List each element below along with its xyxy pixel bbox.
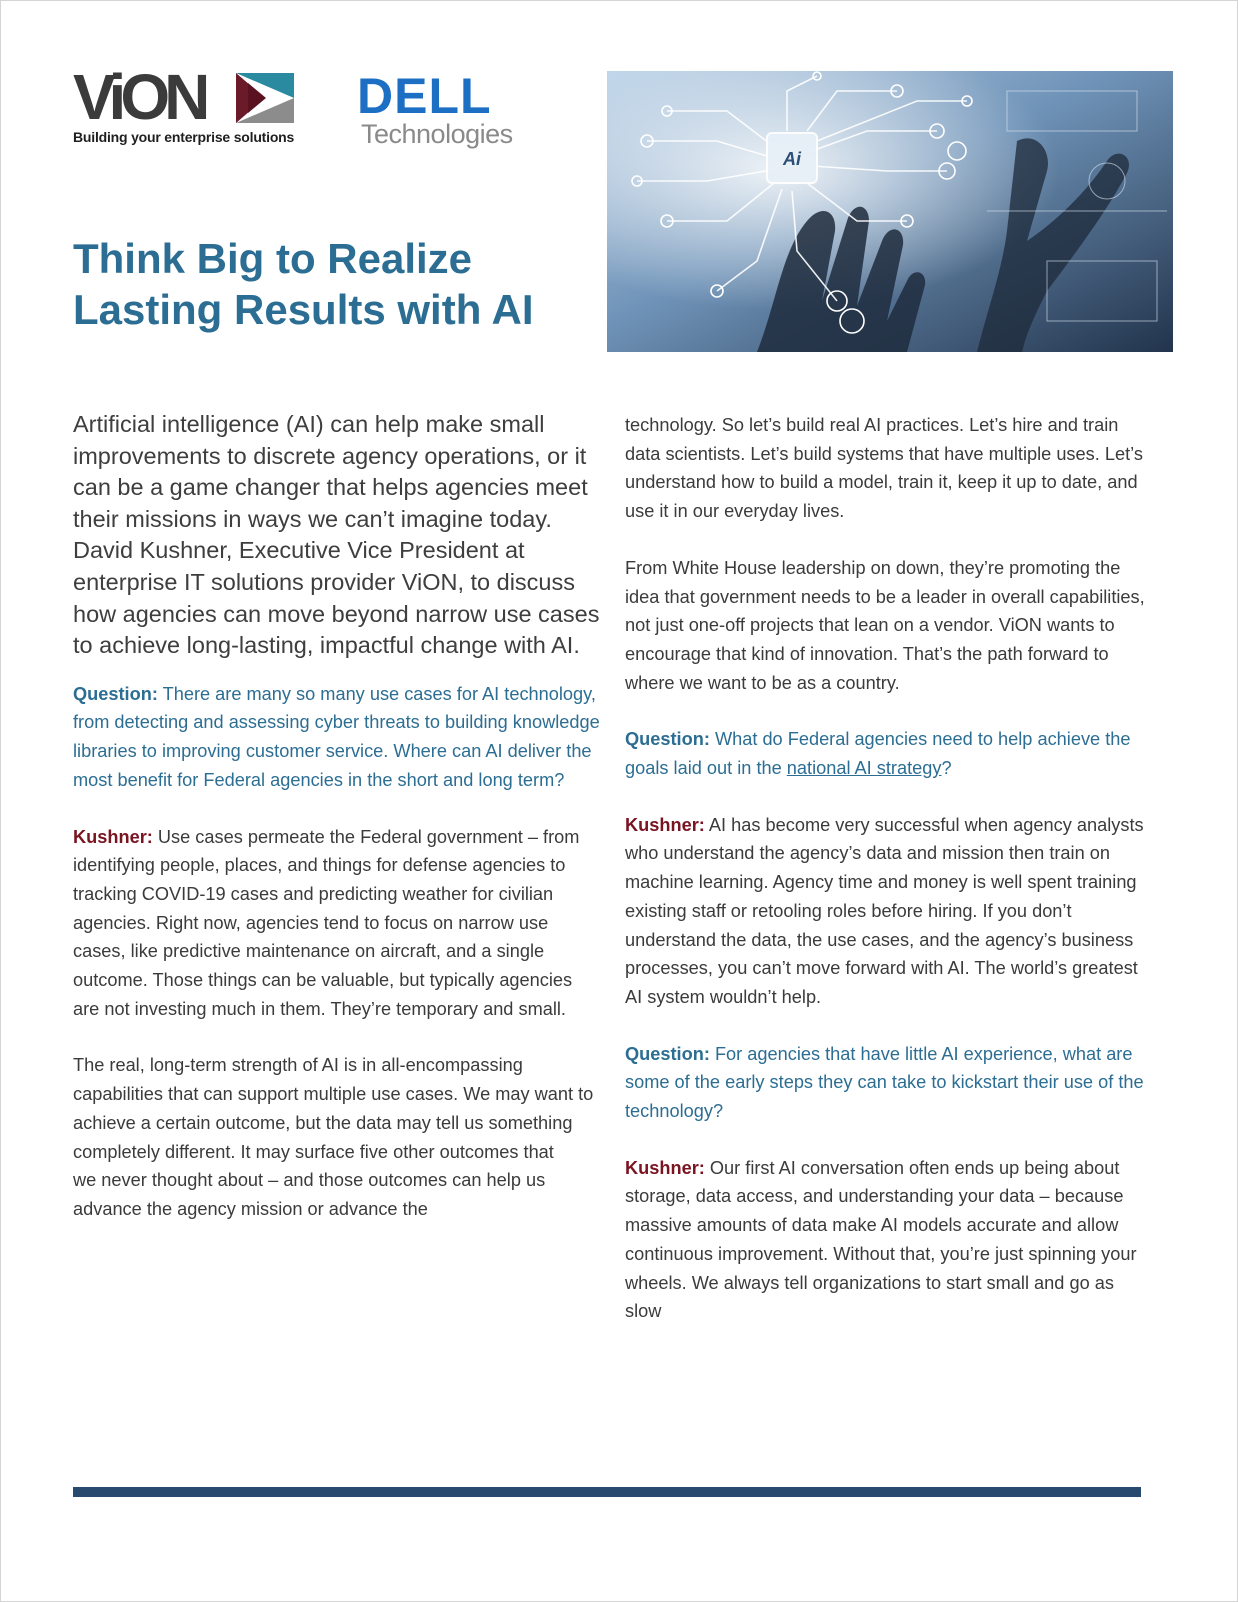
national-ai-strategy-link[interactable]: national AI strategy bbox=[786, 758, 942, 779]
question-3 bbox=[625, 1040, 1155, 1126]
intro-paragraph: Artificial intelligence (AI) can help make small improvements to discrete agency operations, or it can be a game changer that helps agencies meet their missions in ways we can’t imagine today. David Kushner, Executive Vice President at enterprise IT solutions provider ViON, to discuss how agencies can move beyond narrow use cases to achieve long-lasting, impactful change with AI. bbox=[73, 411, 600, 659]
question-label: Question: bbox=[73, 683, 158, 704]
dell-technologies-logo bbox=[357, 68, 513, 155]
page-title: Think Big to Realize Lasting Results with AI bbox=[73, 235, 534, 333]
paragraph-long-term-part-1: The real, long-term strength of AI is in all-encompassing capabilities that can support multiple use cases. We may want to achieve a certain outcome, but the data may tell us something completely different. It may surface five other outcomes that bbox=[73, 1055, 594, 1162]
answer-3 bbox=[625, 1154, 1155, 1326]
right-column bbox=[625, 411, 1155, 1326]
question-2-text: What do Federal agencies need to help achieve the goals laid out in the bbox=[625, 729, 1131, 779]
ai-chip-label: Ai bbox=[783, 149, 801, 169]
kushner-label: Kushner: bbox=[625, 814, 705, 835]
question-2-end: ? bbox=[941, 758, 952, 779]
paragraph-long-term bbox=[73, 1051, 601, 1223]
paragraph-long-term-part-2: we never thought about – and those outcomes can help us advance the agency mission or advance the bbox=[73, 1170, 546, 1219]
question-1 bbox=[73, 680, 601, 795]
vion-arrow-icon bbox=[236, 73, 294, 123]
answer-1 bbox=[73, 823, 601, 1024]
hero-image bbox=[607, 71, 1173, 352]
answer-2-text: AI has become very successful when agency analysts who understand the agency’s data and mission then train on machine learning. Agency time and money is well spent training existing staff or retooling roles before hiring. If you don’t understand the data, the use cases, and the agency’s business processes, you can’t move forward with AI. The world’s greatest AI system wouldn’t help. bbox=[625, 814, 1144, 1007]
paragraph-white-house: From White House leadership on down, they’re promoting the idea that government needs to be a leader in overall capabilities, not just one-off projects that lean on a vendor. ViON wants to encourage that kind of innovation. That’s the path forward to where we want to be as a country. bbox=[625, 557, 1145, 693]
left-column bbox=[73, 409, 601, 1224]
kushner-label: Kushner: bbox=[625, 1157, 705, 1178]
vion-wordmark: ViON bbox=[73, 61, 205, 133]
footer-divider bbox=[73, 1487, 1141, 1497]
kushner-label: Kushner: bbox=[73, 826, 153, 847]
answer-2 bbox=[625, 811, 1155, 1012]
dell-wordmark: DELL bbox=[357, 68, 492, 124]
question-3-text: For agencies that have little AI experience, what are some of the early steps they can take to kickstart their use of the technology? bbox=[625, 1043, 1144, 1122]
paragraph-build-practices: technology. So let’s build real AI practices. Let’s hire and train data scientists. Let’s build systems that have multiple uses. Let’s understand how to build a model, train it, keep it up to date, and use it in our everyday lives. bbox=[625, 415, 1143, 522]
dell-subtitle: Technologies bbox=[361, 119, 513, 149]
question-label: Question: bbox=[625, 729, 710, 750]
answer-3-text: Our first AI conversation often ends up being about storage, data access, and understanding your data – because massive amounts of data make AI models accurate and allow continuous improvement. Without that, you’re just spinning your wheels. We always tell organizations to start small and go as slow bbox=[625, 1157, 1137, 1322]
question-1-text: There are many so many use cases for AI technology, from detecting and assessing cyber threats to building knowledge libraries to improving customer service. Where can AI deliver the most benefit for Federal agencies in the short and long term? bbox=[73, 683, 600, 790]
question-label: Question: bbox=[625, 1043, 710, 1064]
vion-tagline: Building your enterprise solutions bbox=[73, 129, 295, 145]
vion-logo bbox=[73, 61, 303, 151]
answer-1-text: Use cases permeate the Federal government – from identifying people, places, and things for defense agencies to tracking COVID-19 cases and predicting weather for civilian agencies. Right now, agencies tend to focus on narrow use cases, like predictive maintenance on aircraft, and a single outcome. Those things can be valuable, but typically agencies are not investing much in them. They’re temporary and small. bbox=[73, 826, 580, 1019]
question-2 bbox=[625, 725, 1155, 782]
